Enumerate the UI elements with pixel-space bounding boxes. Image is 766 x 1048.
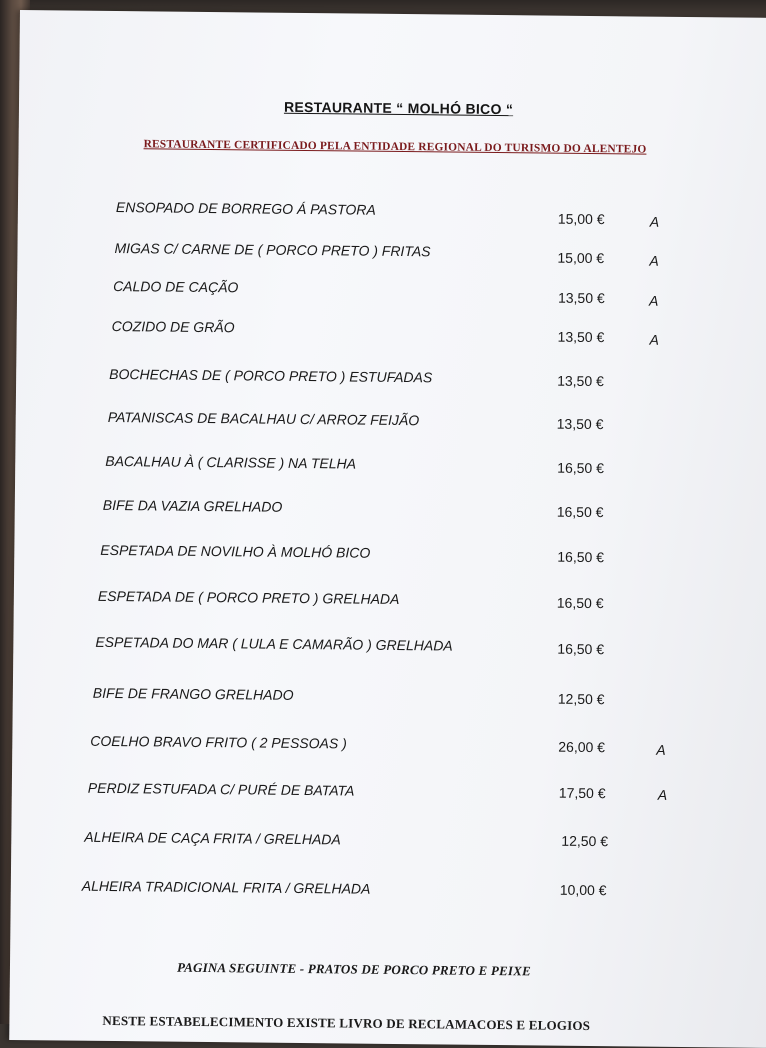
menu-item-price: 16,50 €	[557, 548, 605, 566]
menu-item-price: 15,00 €	[557, 210, 605, 228]
menu-item-price: 16,50 €	[556, 594, 604, 612]
menu-item-name: MIGAS C/ CARNE DE ( PORCO PRETO ) FRITAS	[114, 240, 431, 260]
menu-item-mark: A	[656, 741, 666, 758]
menu-item-mark: A	[648, 292, 659, 309]
menu-item-mark: A	[649, 213, 660, 230]
menu-item-price: 10,00 €	[559, 881, 607, 899]
menu-item-name: ESPETADA DO MAR ( LULA E CAMARÃO ) GRELHADA	[95, 633, 453, 654]
menu-item-price: 15,00 €	[557, 249, 605, 267]
restaurant-title: RESTAURANTE “ MOLHÓ BICO “	[283, 98, 514, 118]
menu-item-mark: A	[657, 786, 668, 803]
menu-sheet	[9, 10, 766, 1048]
menu-item-name: BOCHECHAS DE ( PORCO PRETO ) ESTUFADAS	[109, 365, 433, 386]
menu-item-name: ALHEIRA DE CAÇA FRITA / GRELHADA	[84, 828, 341, 848]
menu-item-price: 16,50 €	[557, 640, 605, 658]
menu-item-name: BIFE DA VAZIA GRELHADO	[102, 496, 283, 515]
menu-item-name: ENSOPADO DE BORREGO Á PASTORA	[115, 199, 376, 218]
menu-item-mark: A	[649, 252, 659, 269]
menu-item-price: 26,00 €	[558, 738, 606, 756]
menu-item-price: 16,50 €	[557, 459, 605, 477]
menu-item-price: 12,50 €	[557, 690, 605, 708]
next-page-note: PAGINA SEGUINTE - PRATOS DE PORCO PRETO E PEIXE	[176, 959, 532, 979]
menu-item-name: ESPETADA DE NOVILHO À MOLHÓ BICO	[100, 541, 371, 561]
menu-item-name: ALHEIRA TRADICIONAL FRITA / GRELHADA	[81, 877, 371, 897]
menu-item-mark: A	[649, 331, 660, 348]
menu-item-price: 13,50 €	[556, 415, 604, 433]
menu-item-price: 13,50 €	[557, 289, 605, 307]
complaints-book-note: NESTE ESTABELECIMENTO EXISTE LIVRO DE RECLAMACOES E ELOGIOS	[102, 1012, 591, 1034]
menu-item-price: 17,50 €	[558, 784, 606, 802]
menu-item-name: COZIDO DE GRÃO	[111, 317, 235, 336]
menu-item-price: 16,50 €	[556, 503, 604, 521]
menu-item-name: BACALHAU À ( CLARISSE ) NA TELHA	[105, 452, 357, 472]
menu-item-name: ESPETADA DE ( PORCO PRETO ) GRELHADA	[97, 587, 400, 608]
menu-item-price: 13,50 €	[557, 328, 605, 346]
menu-item-price: 12,50 €	[561, 832, 609, 850]
menu-item-name: CALDO DE CAÇÃO	[113, 277, 239, 296]
menu-item-price: 13,50 €	[557, 372, 604, 390]
certification-note: RESTAURANTE CERTIFICADO PELA ENTIDADE REGIONAL DO TURISMO DO ALENTEJO	[143, 138, 647, 156]
menu-item-name: PERDIZ ESTUFADA C/ PURÉ DE BATATA	[87, 779, 355, 799]
menu-item-name: BIFE DE FRANGO GRELHADO	[92, 684, 294, 703]
menu-item-name: COELHO BRAVO FRITO ( 2 PESSOAS )	[90, 732, 347, 752]
menu-item-name: PATANISCAS DE BACALHAU C/ ARROZ FEIJÃO	[107, 408, 420, 429]
